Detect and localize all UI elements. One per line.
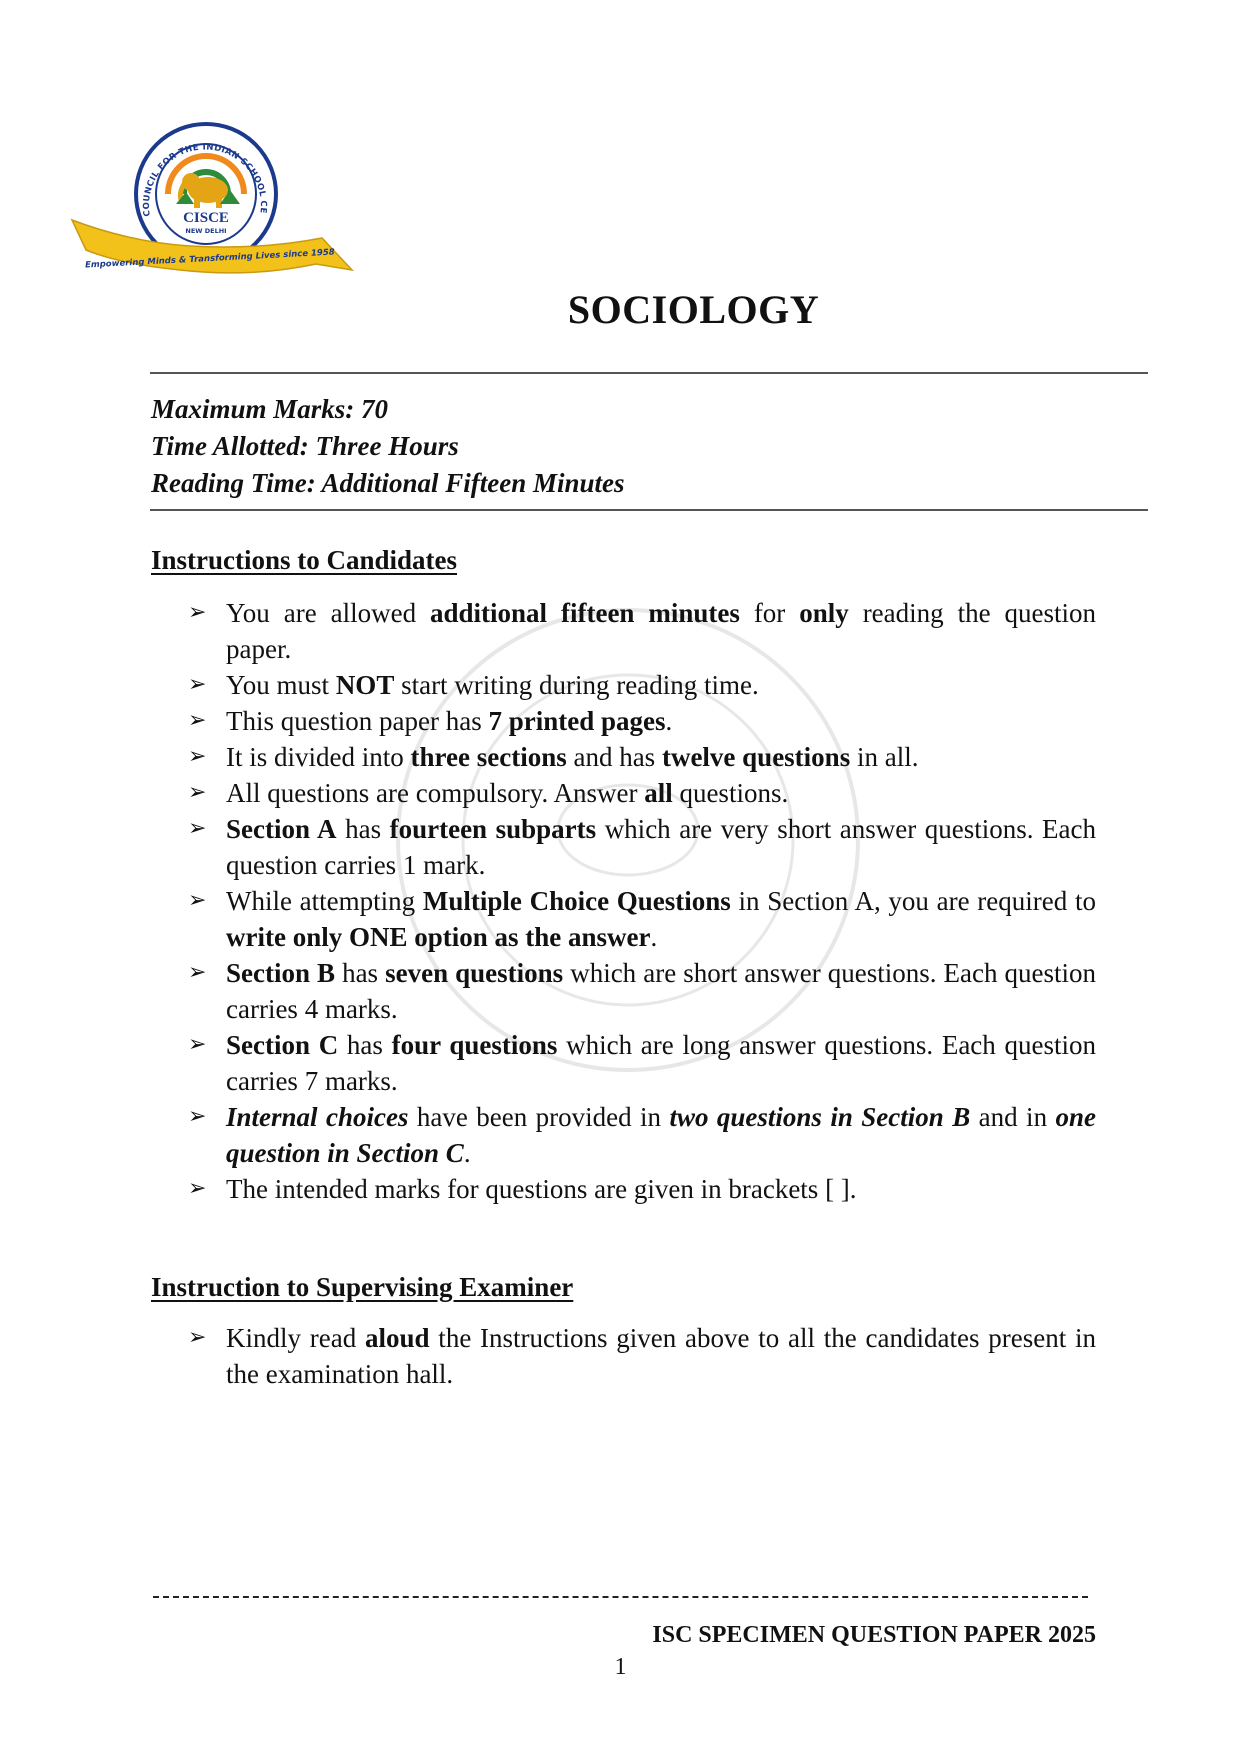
instruction-text: three sections	[410, 742, 567, 772]
instruction-text: in Section A, you are required to	[730, 886, 1096, 916]
instructions-list	[188, 595, 1096, 1207]
arrow-bullet-icon: ➢	[188, 1104, 207, 1129]
instruction-item	[188, 1099, 1096, 1171]
instruction-text: all	[644, 778, 673, 808]
instruction-text: While attempting	[226, 886, 423, 916]
arrow-bullet-icon: ➢	[188, 600, 207, 625]
logo-ribbon-text: Empowering Minds & Transforming Lives since 1958	[84, 247, 335, 271]
instruction-text: Internal choices	[226, 1102, 409, 1132]
instruction-text: reading the question paper.	[226, 598, 1096, 664]
instruction-text: have been provided in	[408, 1102, 670, 1132]
instruction-text: Kindly read	[226, 1323, 365, 1353]
instruction-text: Section B	[226, 958, 336, 988]
footer-divider	[153, 1596, 1088, 1598]
instruction-text: and in	[970, 1102, 1056, 1132]
arrow-bullet-icon: ➢	[188, 816, 207, 841]
arrow-bullet-icon: ➢	[188, 1032, 207, 1057]
instruction-text: the Instructions given above to all the candidates present in the examination hall.	[226, 1323, 1097, 1389]
instruction-text: four questions	[391, 1030, 558, 1060]
instruction-text: 7 printed pages	[488, 706, 666, 736]
instruction-text: start writing during reading time.	[394, 670, 759, 700]
instruction-item	[188, 739, 1096, 775]
header-rule-bottom	[150, 509, 1148, 511]
instruction-text: and has	[566, 742, 662, 772]
instruction-text: NOT	[335, 670, 395, 700]
arrow-bullet-icon: ➢	[188, 708, 207, 733]
instruction-item	[188, 811, 1096, 883]
page-title: SOCIOLOGY	[567, 287, 820, 332]
instruction-text: has	[335, 958, 386, 988]
arrow-bullet-icon: ➢	[188, 780, 207, 805]
arrow-bullet-icon: ➢	[188, 960, 207, 985]
instruction-text: two questions in Section B	[669, 1102, 971, 1132]
arrow-bullet-icon: ➢	[188, 1176, 207, 1201]
instruction-text: for	[739, 598, 800, 628]
time-allotted: Time Allotted: Three Hours	[151, 431, 459, 461]
instruction-text: .	[463, 1138, 471, 1168]
instruction-text: aloud	[365, 1323, 430, 1353]
supervisor-list	[188, 1320, 1096, 1392]
instruction-item	[188, 1320, 1096, 1392]
instruction-item	[188, 955, 1096, 1027]
instruction-text: The intended marks for questions are given in brackets [ ].	[226, 1174, 857, 1204]
instruction-text: has	[336, 814, 390, 844]
instruction-text: one question in Section C	[226, 1102, 1096, 1168]
logo-ring-text: COUNCIL FOR THE INDIAN SCHOOL CE	[141, 142, 269, 218]
instruction-text: which are short answer questions. Each question carries 4 marks.	[226, 958, 1096, 1024]
instruction-text: write only ONE option as the answer	[226, 922, 651, 952]
footer-paper-name: ISC SPECIMEN QUESTION PAPER 2025	[652, 1622, 1096, 1648]
instruction-item	[188, 595, 1096, 667]
instruction-text: It is divided into	[226, 742, 411, 772]
supervisor-heading: Instruction to Supervising Examiner	[151, 1272, 574, 1302]
instruction-item	[188, 775, 1096, 811]
instruction-text: .	[650, 922, 658, 952]
instruction-item	[188, 667, 1096, 703]
exam-meta	[151, 391, 625, 502]
instruction-text: Section C	[226, 1030, 339, 1060]
cisce-logo	[70, 112, 360, 302]
instruction-item	[188, 883, 1096, 955]
instruction-text: .	[665, 706, 673, 736]
instruction-text: has	[338, 1030, 392, 1060]
instruction-text: twelve questions	[661, 742, 851, 772]
arrow-bullet-icon: ➢	[188, 1325, 207, 1350]
instruction-text: in all.	[850, 742, 919, 772]
instructions-heading: Instructions to Candidates	[151, 545, 458, 575]
logo-city: NEW DELHI	[185, 227, 227, 235]
instruction-text: All questions are compulsory. Answer	[226, 778, 645, 808]
reading-time: Reading Time: Additional Fifteen Minutes	[151, 468, 625, 498]
page-number: 1	[614, 1654, 627, 1680]
instruction-text: only	[799, 598, 849, 628]
instruction-text: seven questions	[385, 958, 564, 988]
instruction-text: You must	[226, 670, 336, 700]
instruction-text: This question paper has	[226, 706, 489, 736]
instruction-item	[188, 1027, 1096, 1099]
arrow-bullet-icon: ➢	[188, 888, 207, 913]
instruction-text: questions.	[672, 778, 789, 808]
arrow-bullet-icon: ➢	[188, 744, 207, 769]
logo-name: CISCE	[183, 210, 229, 226]
instruction-text: which are long answer questions. Each question carries 7 marks.	[226, 1030, 1096, 1096]
instruction-item	[188, 1171, 1096, 1207]
maximum-marks: Maximum Marks: 70	[151, 394, 389, 424]
instruction-text: Section A	[226, 814, 337, 844]
instruction-text: additional fifteen minutes	[430, 598, 740, 628]
instruction-text: You are allowed	[226, 598, 431, 628]
arrow-bullet-icon: ➢	[188, 672, 207, 697]
instruction-item	[188, 703, 1096, 739]
instruction-text: fourteen subparts	[389, 814, 597, 844]
instruction-text: Multiple Choice Questions	[422, 886, 731, 916]
instruction-text: which are very short answer questions. Each question carries 1 mark.	[226, 814, 1096, 880]
header-rule-top	[150, 372, 1148, 374]
